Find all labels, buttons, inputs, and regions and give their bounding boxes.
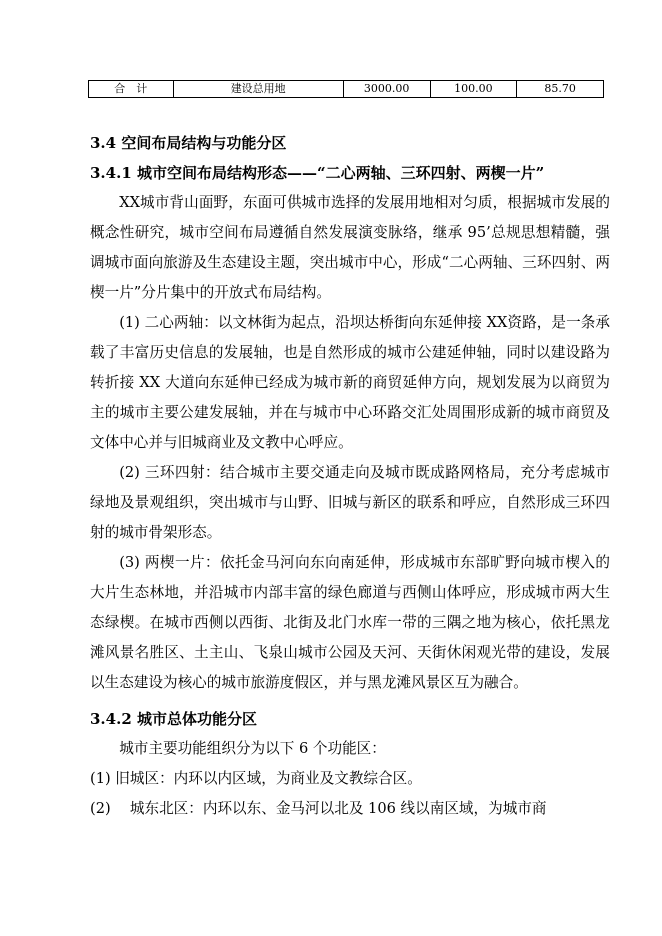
table-cell-category: 建设总用地 [173,81,343,98]
document-body [90,128,610,824]
layout-item-1: (1) 二心两轴：以文林街为起点，沿坝达桥街向东延伸接 XX资路，是一条承载了丰富历史信息的发展轴，也是自然形成的城市公建延伸轴，同时以建设路为转折接 XX 大道向东延伸已经成为城市新的商贸延伸方向，规划发展为以商贸为主的城市主要公建发展轴，并在与城市中心环路交汇处周围形成新的城市商贸及文体中心并与旧城商业及文教中心呼应。 [90,314,610,451]
table-cell-per-capita: 85.70 [517,81,604,98]
zoning-intro-paragraph: 城市主要功能组织分为以下 6 个功能区： [119,740,386,757]
subsection-heading-zoning: 3.4.2 城市总体功能分区 [90,710,257,728]
section-heading: 3.4 空间布局结构与功能分区 [90,134,287,152]
land-use-table [88,80,604,98]
subsection-heading-layout: 3.4.1 城市空间布局结构形态——“二心两轴、三环四射、两楔一片” [90,164,545,182]
layout-intro-paragraph: XX城市背山面野，东面可供城市选择的发展用地相对匀质，根据城市发展的概念性研究，城市空间布局遵循自然发展演变脉络，继承 95’总规思想精髓，强调城市面向旅游及生态建设主题，突出城市中心，形成“二心两轴、三环四射、两楔一片”分片集中的开放式布局结构。 [90,194,610,301]
zoning-item-1: (1) 旧城区：内环以内区域，为商业及文教综合区。 [90,770,422,787]
table-cell-area: 3000.00 [343,81,430,98]
table-cell-total-label: 合 计 [89,81,174,98]
zoning-item-2: (2) 城东北区：内环以东、金马河以北及 106 线以南区域，为城市商 [90,800,547,817]
table-cell-percent: 100.00 [430,81,517,98]
layout-item-3: (3) 两楔一片：依托金马河向东向南延伸，形成城市东部旷野向城市楔入的大片生态林地，并沿城市内部丰富的绿色廊道与西侧山体呼应，形成城市两大生态绿楔。在城市西侧以西街、北街及北门水库一带的三隅之地为核心，依托黑龙滩风景名胜区、土主山、飞泉山城市公园及天河、天街休闲观光带的建设，发展以生态建设为核心的城市旅游度假区，并与黑龙滩风景区互为融合。 [90,554,610,691]
table-row [89,81,604,98]
layout-item-2: (2) 三环四射：结合城市主要交通走向及城市既成路网格局，充分考虑城市绿地及景观组织，突出城市与山野、旧城与新区的联系和呼应，自然形成三环四射的城市骨架形态。 [90,464,610,541]
